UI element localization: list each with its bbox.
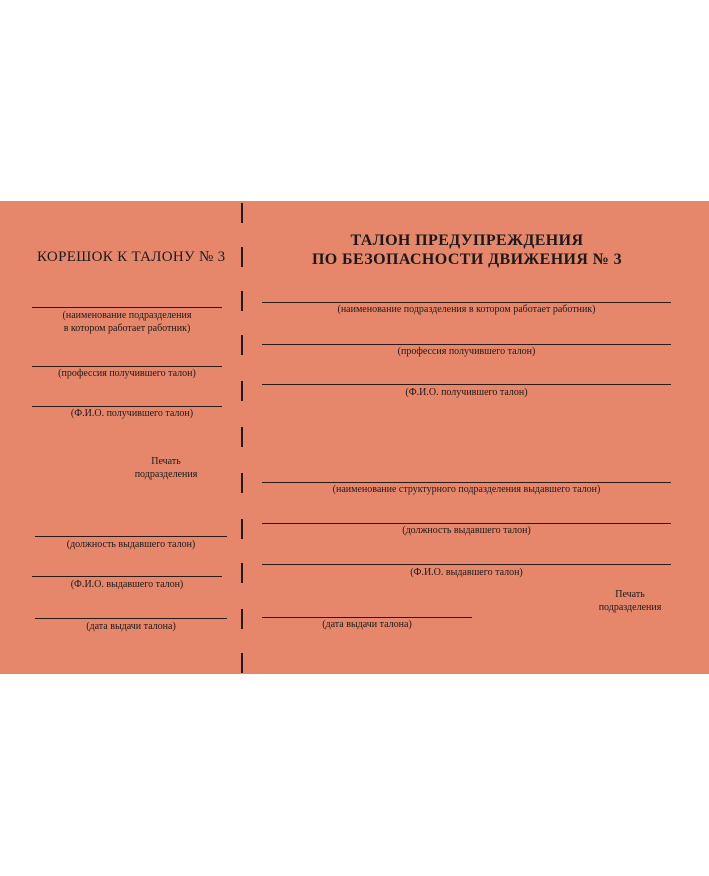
stub-issue-date-line <box>35 618 227 619</box>
stub-org-line <box>32 307 222 308</box>
stub-issuer-position-caption: (должность выдавшего талон) <box>66 539 196 550</box>
stub-fio-issuer-caption: (Ф.И.О. выдавшего талон) <box>70 579 184 590</box>
stub-org-caption: (наименование подразделения в котором работает работник) <box>62 310 192 334</box>
stub-fio-issuer-line <box>32 576 222 577</box>
talon-fio-issuer-caption: (Ф.И.О. выдавшего талон) <box>410 567 523 578</box>
talon-stamp-label: Печать подразделения <box>598 589 662 613</box>
talon-issue-date-caption: (дата выдачи талона) <box>322 619 412 630</box>
talon-org-caption: (наименование подразделения в котором работает работник) <box>337 304 596 315</box>
warning-coupon-card <box>0 201 709 674</box>
talon-fio-receiver-caption: (Ф.И.О. получившего талон) <box>405 387 528 398</box>
talon-profession-caption: (профессия получившего талон) <box>397 346 536 357</box>
stub-issue-date-caption: (дата выдачи талона) <box>86 621 176 632</box>
talon-title: ТАЛОН ПРЕДУПРЕЖДЕНИЯ ПО БЕЗОПАСНОСТИ ДВИЖЕНИЯ № 3 <box>311 232 623 268</box>
talon-issuer-position-caption: (должность выдавшего талон) <box>402 525 531 536</box>
stub-fio-receiver-caption: (Ф.И.О. получившего талон) <box>70 408 194 419</box>
stub-profession-caption: (профессия получившего талон) <box>58 368 196 379</box>
talon-fio-issuer-line <box>262 564 671 565</box>
stub-issuer-position-line <box>35 536 227 537</box>
talon-fio-receiver-line <box>262 384 671 385</box>
talon-issuer-division-caption: (наименование структурного подразделения выдавшего талон) <box>332 484 601 495</box>
stub-title: КОРЕШОК К ТАЛОНУ № 3 <box>37 249 226 265</box>
stub-stamp-label: Печать подразделения <box>134 456 198 480</box>
